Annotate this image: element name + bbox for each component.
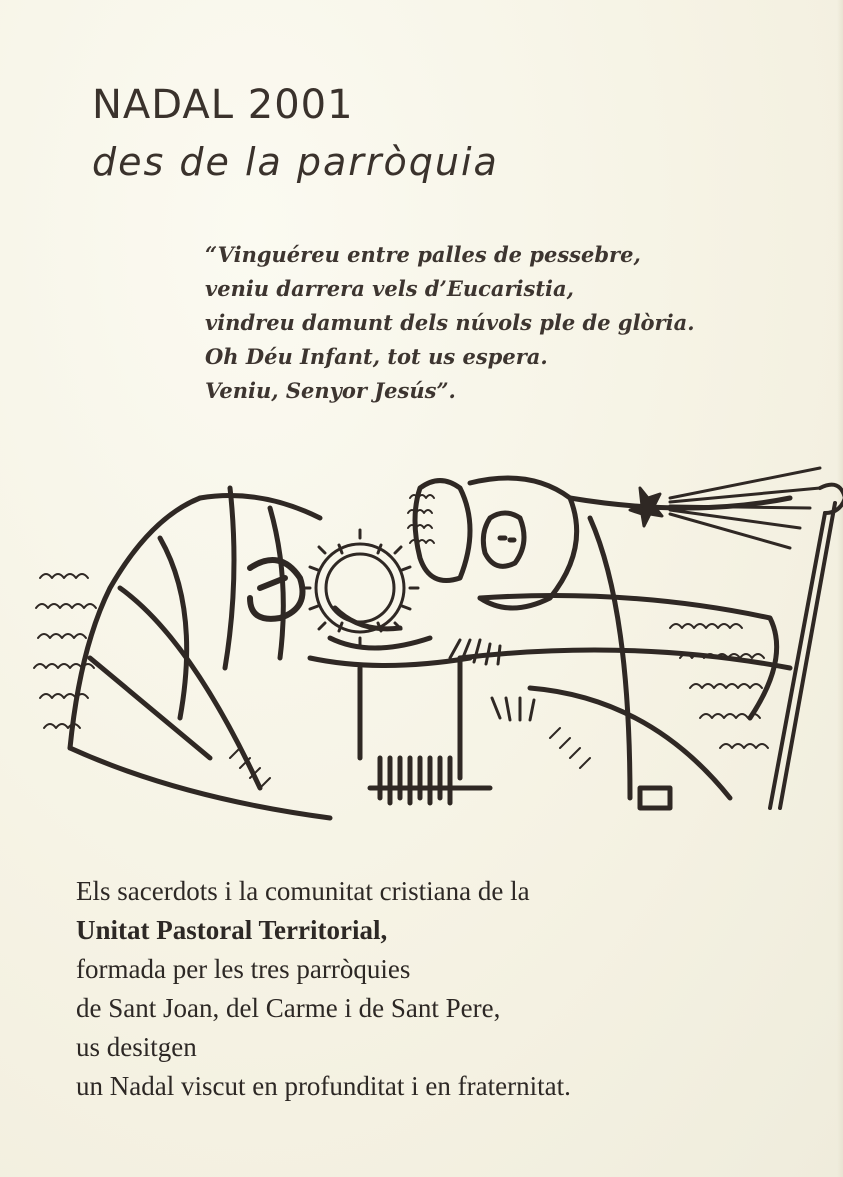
greeting-line: un Nadal viscut en profunditat i en fraternitat. xyxy=(76,1071,571,1101)
poem-block xyxy=(205,238,695,408)
card-subtitle: des de la parròquia xyxy=(92,140,499,184)
greeting-line: us desitgen xyxy=(76,1032,197,1062)
greeting-line: de Sant Joan, del Carme i de Sant Pere, xyxy=(76,993,501,1023)
nativity-illustration-icon xyxy=(30,458,843,828)
poem-line: veniu darrera vels d’Eucaristia, xyxy=(205,276,574,301)
greeting-block xyxy=(76,872,571,1106)
poem-line: Veniu, Senyor Jesús”. xyxy=(205,378,456,403)
greeting-line: formada per les tres parròquies xyxy=(76,954,411,984)
card-title: NADAL 2001 xyxy=(92,82,354,128)
poem-line: Oh Déu Infant, tot us espera. xyxy=(205,344,548,369)
poem-line: “Vinguéreu entre palles de pessebre, xyxy=(205,242,641,267)
parish-unit-name: Unitat Pastoral Territorial, xyxy=(76,915,388,945)
greeting-line: Els sacerdots i la comunitat cristiana de la xyxy=(76,876,530,906)
poem-line: vindreu damunt dels núvols ple de glòria. xyxy=(205,310,695,335)
